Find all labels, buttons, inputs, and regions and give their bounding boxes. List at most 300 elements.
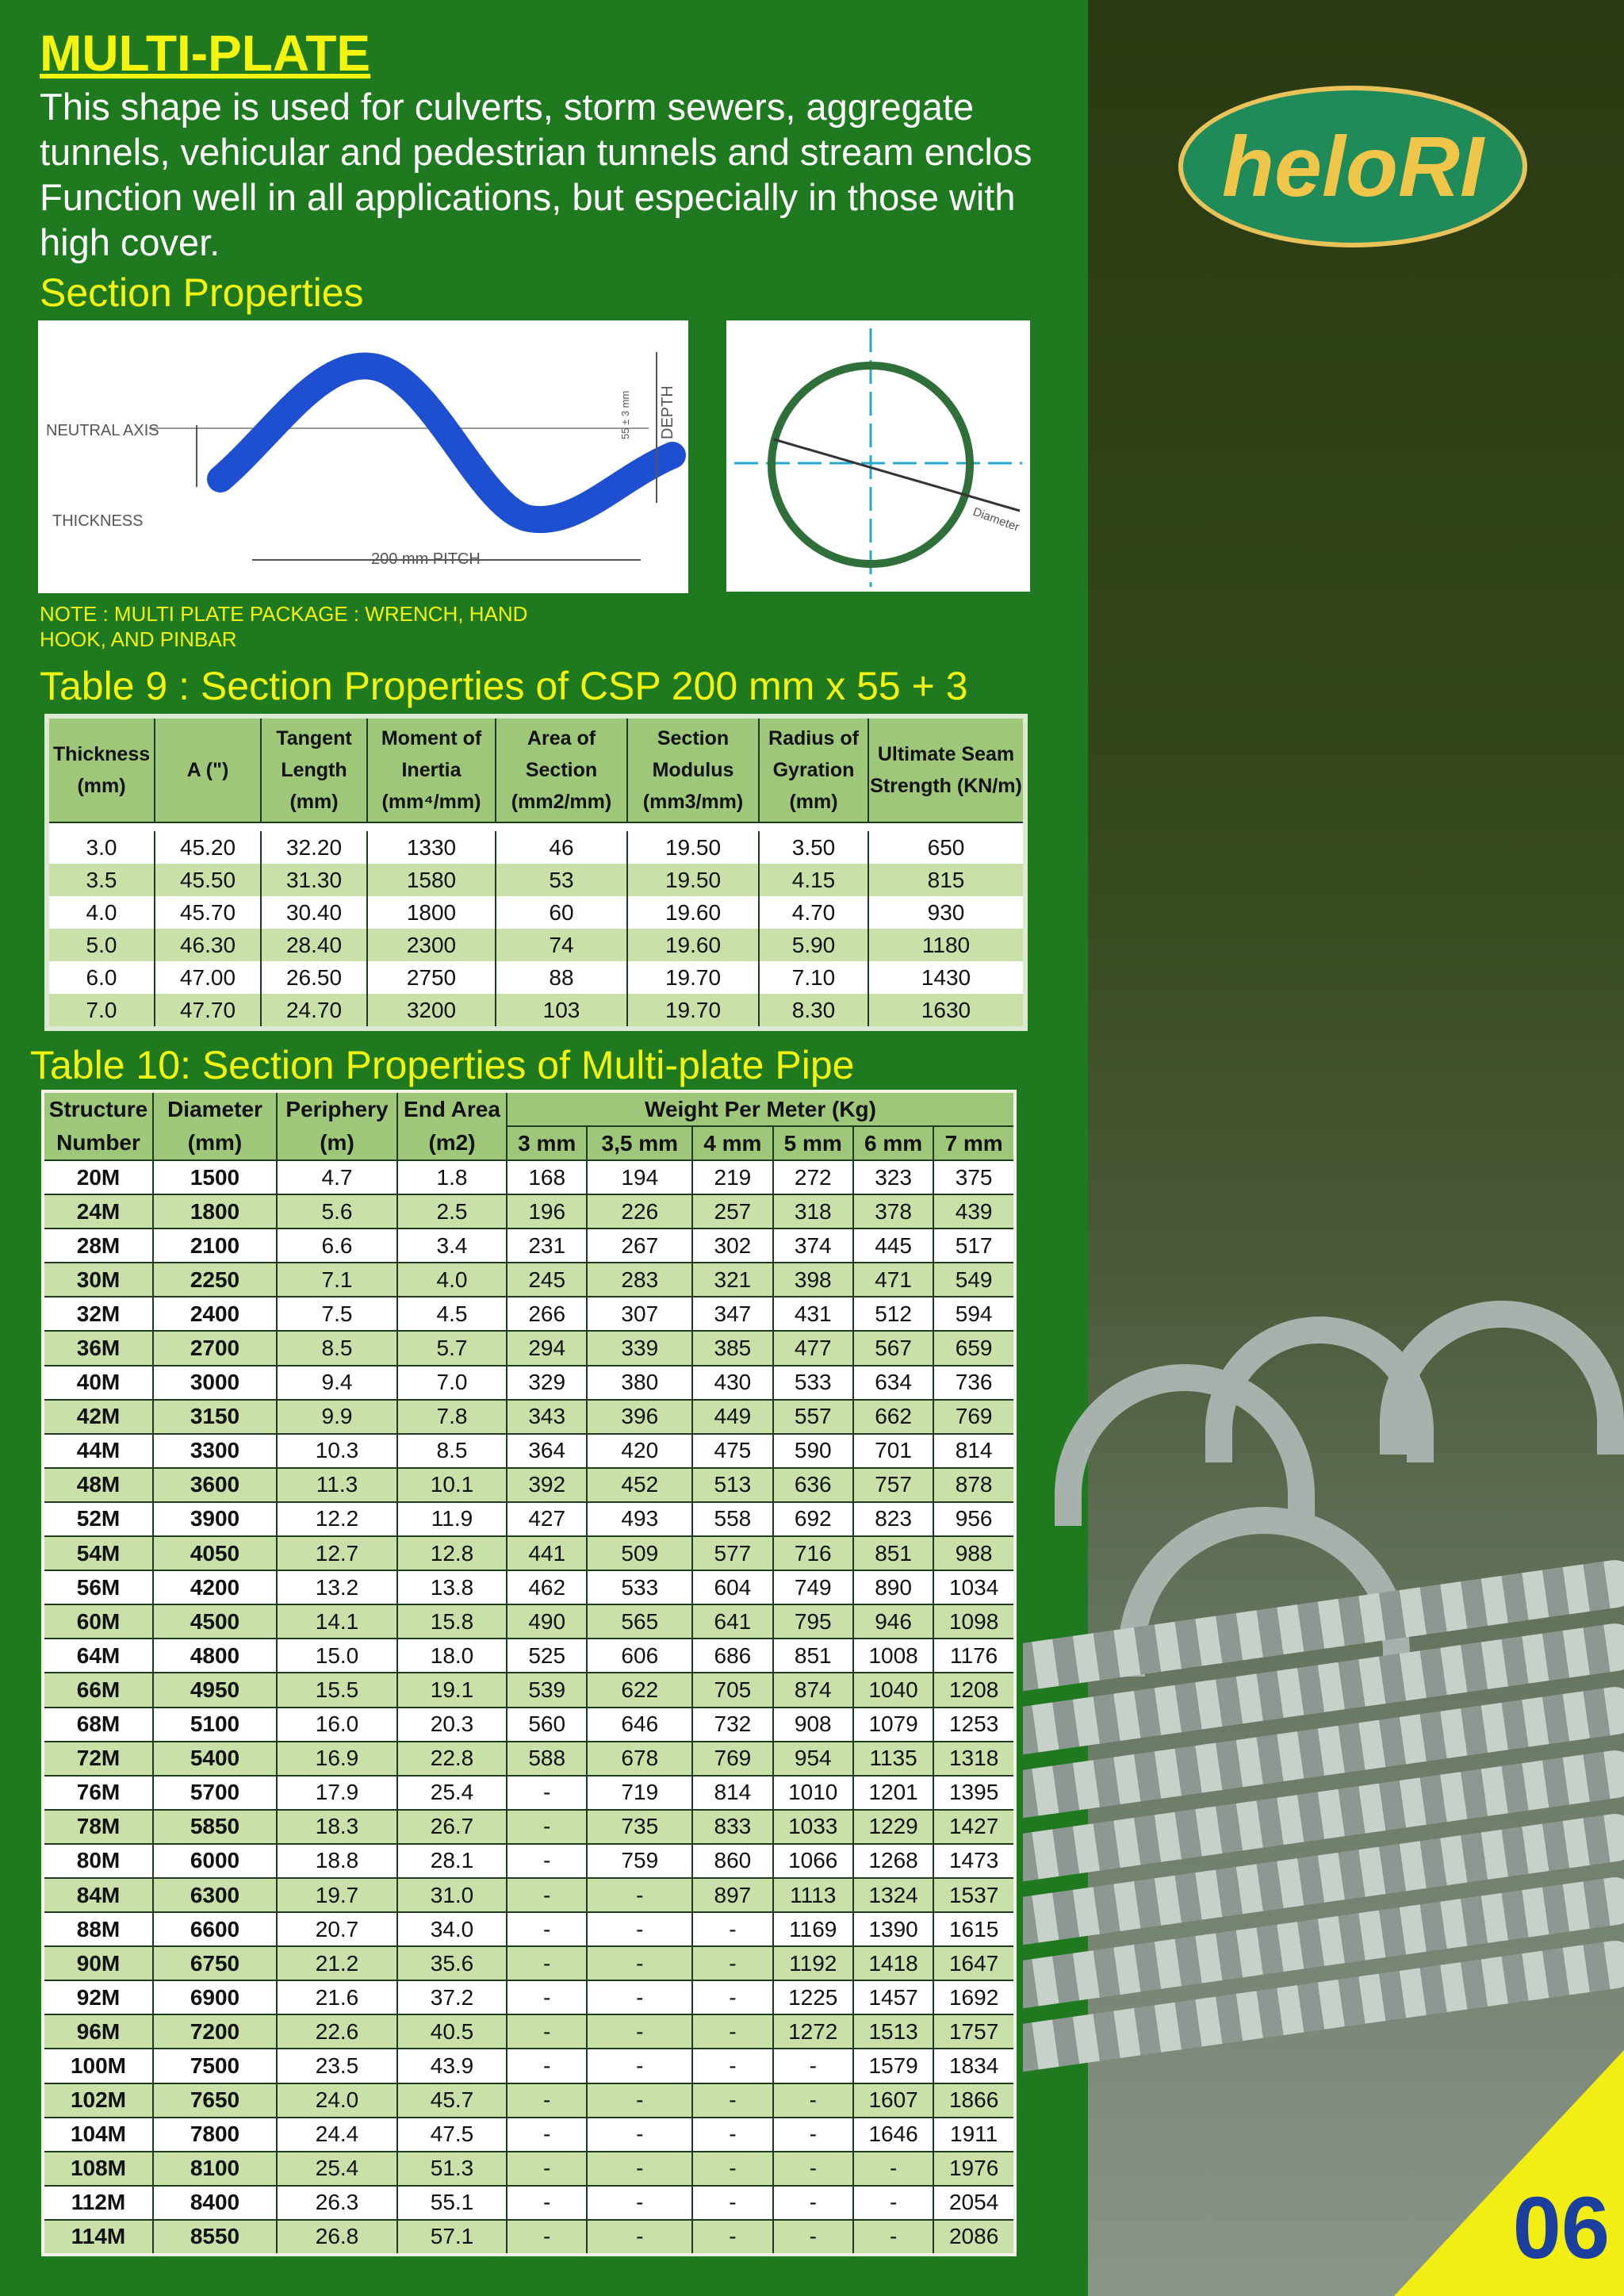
table10-cell: 60M: [43, 1604, 153, 1639]
table10-cell: 35.6: [397, 1946, 507, 1980]
table10-cell: 539: [507, 1673, 587, 1707]
table10-cell: -: [587, 2118, 692, 2152]
table10-cell: 4.0: [397, 1263, 507, 1297]
table10-header-row: [43, 1091, 1015, 1126]
table10-cell: 392: [507, 1468, 587, 1502]
table10-cell: -: [507, 1946, 587, 1980]
table10-cell: 477: [773, 1331, 853, 1365]
table10-cell: 878: [933, 1468, 1015, 1502]
table10-cell: 1324: [853, 1878, 933, 1912]
table10-cell: 374: [773, 1228, 853, 1263]
table10-cell: 54M: [43, 1536, 153, 1570]
table10-cell: 48M: [43, 1468, 153, 1502]
table10-cell: 795: [773, 1604, 853, 1639]
table9-cell: 6.0: [47, 961, 155, 994]
table9-cell: 4.15: [759, 864, 868, 896]
table10-cell: 6750: [153, 1946, 277, 1980]
table10-cell: 445: [853, 1228, 933, 1263]
table10-cell: 108M: [43, 2152, 153, 2186]
table10-cell: 194: [587, 1160, 692, 1194]
table10-cell: 72M: [43, 1742, 153, 1776]
table9-cell: 7.0: [47, 994, 155, 1029]
table9-cell: 7.10: [759, 961, 868, 994]
table10-cell: 517: [933, 1228, 1015, 1263]
table10-cell: 168: [507, 1160, 587, 1194]
table9-cell: 1630: [868, 994, 1025, 1029]
table10-cell: 5850: [153, 1810, 277, 1844]
table10-row: [43, 1673, 1015, 1707]
table10-cell: 662: [853, 1400, 933, 1434]
table10-subheader-row: [43, 1126, 1015, 1160]
table10-cell: -: [692, 1912, 772, 1946]
weight-3-5mm-header: 3,5 mm: [587, 1126, 692, 1160]
table10-cell: 102M: [43, 2083, 153, 2118]
table9-cell: 19.70: [627, 961, 759, 994]
table10-cell: -: [692, 2083, 772, 2118]
table10-cell: 18.8: [277, 1844, 397, 1878]
table10-cell: 686: [692, 1639, 772, 1673]
table10-cell: 3900: [153, 1502, 277, 1536]
table9-row: [47, 831, 1025, 864]
table10-cell: 112M: [43, 2186, 153, 2220]
table10-cell: 92M: [43, 1980, 153, 2014]
table9-cell: 1430: [868, 961, 1025, 994]
table10-cell: -: [507, 1844, 587, 1878]
table10-cell: 20M: [43, 1160, 153, 1194]
table10-cell: 1318: [933, 1742, 1015, 1776]
table10-cell: 13.8: [397, 1570, 507, 1604]
table10-cell: 716: [773, 1536, 853, 1570]
table10-cell: 7500: [153, 2049, 277, 2083]
table9-cell: 46.30: [155, 929, 261, 961]
table9-cell: 4.70: [759, 896, 868, 929]
table9-cell: 3200: [367, 994, 496, 1029]
table10-cell: 13.2: [277, 1570, 397, 1604]
table9-cell: 30.40: [261, 896, 367, 929]
table10-cell: -: [587, 2152, 692, 2186]
table10-cell: 833: [692, 1810, 772, 1844]
table10-cell: 678: [587, 1742, 692, 1776]
table10-row: [43, 1742, 1015, 1776]
table10-cell: 890: [853, 1570, 933, 1604]
table10-cell: -: [507, 1776, 587, 1810]
table9-cell: 88: [496, 961, 627, 994]
table10-cell: 272: [773, 1160, 853, 1194]
table9-cell: 24.70: [261, 994, 367, 1029]
table9-cell: 2300: [367, 929, 496, 961]
table10-row: [43, 1536, 1015, 1570]
table10-cell: 34.0: [397, 1912, 507, 1946]
table10-cell: 15.0: [277, 1639, 397, 1673]
table9-cell: 45.70: [155, 896, 261, 929]
table9-cell: 74: [496, 929, 627, 961]
table10-cell: 100M: [43, 2049, 153, 2083]
table9-cell: 815: [868, 864, 1025, 896]
table10-cell: 2086: [933, 2220, 1015, 2255]
table10-cell: 4.5: [397, 1297, 507, 1331]
table10-cell: 1192: [773, 1946, 853, 1980]
table10-cell: 1473: [933, 1844, 1015, 1878]
table10-cell: -: [692, 2152, 772, 2186]
table9-header: Radius of Gyration (mm): [759, 716, 868, 822]
table10-row: [43, 2152, 1015, 2186]
periphery-header-unit: (m): [277, 1126, 397, 1160]
table10-cell: 749: [773, 1570, 853, 1604]
table10-cell: -: [507, 2083, 587, 2118]
table9-cell: 3.50: [759, 831, 868, 864]
table10-cell: -: [507, 1878, 587, 1912]
table10-cell: -: [507, 2014, 587, 2049]
table10-cell: 439: [933, 1194, 1015, 1228]
table10-cell: 1579: [853, 2049, 933, 2083]
table9-cell: 32.20: [261, 831, 367, 864]
table10-cell: 26.7: [397, 1810, 507, 1844]
table10-cell: 3000: [153, 1366, 277, 1400]
table9-cell: 46: [496, 831, 627, 864]
table9-cell: 53: [496, 864, 627, 896]
table10-cell: 8.5: [397, 1434, 507, 1468]
table10-cell: 44M: [43, 1434, 153, 1468]
table10-cell: -: [773, 2152, 853, 2186]
table10-cell: 318: [773, 1194, 853, 1228]
corrugation-svg: [38, 320, 688, 593]
diameter-header-unit: (mm): [153, 1126, 277, 1160]
table10-cell: 378: [853, 1194, 933, 1228]
table9: [44, 714, 1028, 1031]
table10-cell: 17.9: [277, 1776, 397, 1810]
table10-cell: 1513: [853, 2014, 933, 2049]
weight-5mm-header: 5 mm: [773, 1126, 853, 1160]
table10-cell: 76M: [43, 1776, 153, 1810]
table10-cell: 42M: [43, 1400, 153, 1434]
table9-title: Table 9 : Section Properties of CSP 200 mm x 55 + 3: [40, 664, 968, 708]
table10-row: [43, 1331, 1015, 1365]
table10-cell: 2054: [933, 2186, 1015, 2220]
table10-cell: -: [773, 2186, 853, 2220]
table10-cell: 908: [773, 1708, 853, 1742]
table10-cell: 245: [507, 1263, 587, 1297]
table10-cell: -: [507, 2049, 587, 2083]
table10-cell: 78M: [43, 1810, 153, 1844]
table10-cell: 7.8: [397, 1400, 507, 1434]
table10-cell: 431: [773, 1297, 853, 1331]
table10-cell: 8100: [153, 2152, 277, 2186]
table10-cell: 1113: [773, 1878, 853, 1912]
table10-cell: 851: [853, 1536, 933, 1570]
table10-cell: 266: [507, 1297, 587, 1331]
table10-cell: -: [507, 1810, 587, 1844]
table10-cell: 4800: [153, 1639, 277, 1673]
table10-cell: 20.7: [277, 1912, 397, 1946]
table10-cell: 1911: [933, 2118, 1015, 2152]
intro-text: This shape is used for culverts, storm sewers, aggregate tunnels, vehicular and pedestrian tunnels and stream enclos Function well in all applications, but especially in those with high cover.: [40, 86, 1032, 263]
table10-cell: 21.2: [277, 1946, 397, 1980]
table10-cell: 509: [587, 1536, 692, 1570]
table10-cell: 40.5: [397, 2014, 507, 2049]
table9-cell: 4.0: [47, 896, 155, 929]
table10-cell: 1390: [853, 1912, 933, 1946]
table10-cell: 257: [692, 1194, 772, 1228]
table10-cell: 23.5: [277, 2049, 397, 2083]
table10-row: [43, 1708, 1015, 1742]
table10-cell: 24M: [43, 1194, 153, 1228]
table9-cell: 103: [496, 994, 627, 1029]
table10-cell: -: [507, 2186, 587, 2220]
table9-cell: 19.50: [627, 864, 759, 896]
table10-cell: 493: [587, 1502, 692, 1536]
table10-cell: 11.9: [397, 1502, 507, 1536]
page-title: MULTI-PLATE: [40, 25, 371, 82]
corrugation-diagram: [38, 320, 688, 593]
table10-cell: 1079: [853, 1708, 933, 1742]
table10-cell: 1607: [853, 2083, 933, 2118]
table10-cell: 427: [507, 1502, 587, 1536]
table9-cell: 1330: [367, 831, 496, 864]
table10-cell: 851: [773, 1639, 853, 1673]
table10-row: [43, 1366, 1015, 1400]
table10-cell: -: [587, 1878, 692, 1912]
table10-cell: 80M: [43, 1844, 153, 1878]
table10-cell: 956: [933, 1502, 1015, 1536]
table10-cell: 96M: [43, 2014, 153, 2049]
pitch-label: 200 mm PITCH: [371, 550, 481, 568]
table9-cell: 650: [868, 831, 1025, 864]
table10-cell: 1976: [933, 2152, 1015, 2186]
table10-cell: 56M: [43, 1570, 153, 1604]
table10-cell: 55.1: [397, 2186, 507, 2220]
table9-row: [47, 864, 1025, 896]
table9-cell: 8.30: [759, 994, 868, 1029]
table10-cell: 719: [587, 1776, 692, 1810]
logo: [1178, 86, 1527, 247]
table9-header: Tangent Length (mm): [261, 716, 367, 822]
table10-cell: 25.4: [277, 2152, 397, 2186]
corrugation-wave: [220, 366, 672, 519]
table10-cell: 2100: [153, 1228, 277, 1263]
table9-header: Ultimate Seam Strength (KN/m): [868, 716, 1025, 822]
table10-cell: 567: [853, 1331, 933, 1365]
table10-cell: 31.0: [397, 1878, 507, 1912]
table10-cell: 11.3: [277, 1468, 397, 1502]
table10-cell: 7.5: [277, 1297, 397, 1331]
table9-cell: 3.5: [47, 864, 155, 896]
table10-cell: 430: [692, 1366, 772, 1400]
diameter-line: [774, 439, 1020, 511]
table10-cell: 22.6: [277, 2014, 397, 2049]
table10-row: [43, 1434, 1015, 1468]
table10-cell: 1537: [933, 1878, 1015, 1912]
table9-cell: 31.30: [261, 864, 367, 896]
table9-header: Moment of Inertia (mm⁴/mm): [367, 716, 496, 822]
table10-cell: 736: [933, 1366, 1015, 1400]
table10-cell: 1757: [933, 2014, 1015, 2049]
table9-cell: 1180: [868, 929, 1025, 961]
table10-row: [43, 1878, 1015, 1912]
table10-cell: 7.0: [397, 1366, 507, 1400]
table10-row: [43, 1912, 1015, 1946]
table10-cell: -: [507, 2220, 587, 2255]
table10-cell: 2400: [153, 1297, 277, 1331]
table10-cell: -: [692, 2014, 772, 2049]
table10-cell: 441: [507, 1536, 587, 1570]
table10-cell: 1272: [773, 2014, 853, 2049]
table10-cell: 6900: [153, 1980, 277, 2014]
table10-cell: -: [853, 2220, 933, 2255]
table10-cell: 21.6: [277, 1980, 397, 2014]
table10-cell: -: [692, 2220, 772, 2255]
table10-cell: 814: [692, 1776, 772, 1810]
table9-cell: 45.20: [155, 831, 261, 864]
table10-cell: 1201: [853, 1776, 933, 1810]
table10-cell: -: [587, 2083, 692, 2118]
table10-cell: 823: [853, 1502, 933, 1536]
table10-cell: 90M: [43, 1946, 153, 1980]
table10-cell: 6000: [153, 1844, 277, 1878]
table9-cell: 930: [868, 896, 1025, 929]
table10-cell: 560: [507, 1708, 587, 1742]
table10-row: [43, 1980, 1015, 2014]
table10-cell: 283: [587, 1263, 692, 1297]
table10-cell: 636: [773, 1468, 853, 1502]
table10-cell: 329: [507, 1366, 587, 1400]
table10-cell: 57.1: [397, 2220, 507, 2255]
table10-cell: 323: [853, 1160, 933, 1194]
table10-cell: 231: [507, 1228, 587, 1263]
table10-row: [43, 2014, 1015, 2049]
table10-cell: 5100: [153, 1708, 277, 1742]
table10-cell: 475: [692, 1434, 772, 1468]
thickness-label: THICKNESS: [52, 512, 144, 530]
page-number: 06: [1512, 2179, 1610, 2277]
table10-cell: 558: [692, 1502, 772, 1536]
table10-cell: 28.1: [397, 1844, 507, 1878]
table10-cell: 588: [507, 1742, 587, 1776]
table10-cell: 1800: [153, 1194, 277, 1228]
section-properties-heading: Section Properties: [40, 270, 364, 315]
table10-cell: 36M: [43, 1331, 153, 1365]
table10-cell: 860: [692, 1844, 772, 1878]
table10-cell: 769: [692, 1742, 772, 1776]
table10-title: Table 10: Section Properties of Multi-plate Pipe: [30, 1043, 855, 1087]
table10-cell: 25.4: [397, 1776, 507, 1810]
table10-cell: -: [507, 1980, 587, 2014]
table10-cell: 84M: [43, 1878, 153, 1912]
table10-cell: 9.4: [277, 1366, 397, 1400]
table10-cell: 5700: [153, 1776, 277, 1810]
table9-cell: 47.00: [155, 961, 261, 994]
table10-cell: 557: [773, 1400, 853, 1434]
table9-cell: 19.60: [627, 896, 759, 929]
table10-cell: 4500: [153, 1604, 277, 1639]
table10-cell: -: [692, 2049, 772, 2083]
table10-cell: 533: [773, 1366, 853, 1400]
table10-cell: 68M: [43, 1708, 153, 1742]
table10: [41, 1090, 1017, 2256]
table10-row: [43, 1400, 1015, 1434]
table10-cell: 874: [773, 1673, 853, 1707]
table10-cell: 1225: [773, 1980, 853, 2014]
table10-cell: 1615: [933, 1912, 1015, 1946]
table10-cell: 1033: [773, 1810, 853, 1844]
table9-cell: 28.40: [261, 929, 367, 961]
table10-cell: 533: [587, 1570, 692, 1604]
table10-cell: 104M: [43, 2118, 153, 2152]
table10-cell: 364: [507, 1434, 587, 1468]
table10-cell: 692: [773, 1502, 853, 1536]
table10-cell: 375: [933, 1160, 1015, 1194]
table10-cell: 590: [773, 1434, 853, 1468]
table10-cell: 6.6: [277, 1228, 397, 1263]
table10-cell: 19.1: [397, 1673, 507, 1707]
table10-cell: -: [587, 1912, 692, 1946]
table10-row: [43, 1639, 1015, 1673]
table10-cell: 1169: [773, 1912, 853, 1946]
table10-cell: 51.3: [397, 2152, 507, 2186]
table9-cell: 5.0: [47, 929, 155, 961]
table10-cell: 219: [692, 1160, 772, 1194]
table9-header: Section Modulus (mm3/mm): [627, 716, 759, 822]
table10-cell: 606: [587, 1639, 692, 1673]
table10-cell: 30M: [43, 1263, 153, 1297]
table10-cell: -: [853, 2186, 933, 2220]
table10-cell: -: [692, 2118, 772, 2152]
table10-cell: 1008: [853, 1639, 933, 1673]
table10-row: [43, 1228, 1015, 1263]
table10-cell: 1457: [853, 1980, 933, 2014]
table10-cell: 12.8: [397, 1536, 507, 1570]
table10-cell: 267: [587, 1228, 692, 1263]
table9-cell: 3.0: [47, 831, 155, 864]
table10-cell: 6600: [153, 1912, 277, 1946]
table9-cell: 26.50: [261, 961, 367, 994]
table10-cell: 1500: [153, 1160, 277, 1194]
table10-cell: 1229: [853, 1810, 933, 1844]
table10-cell: 5.7: [397, 1331, 507, 1365]
table10-cell: 735: [587, 1810, 692, 1844]
table9-row: [47, 896, 1025, 929]
pipe-section-diagram: [726, 320, 1030, 592]
table10-cell: 1208: [933, 1673, 1015, 1707]
table10-row: [43, 1194, 1015, 1228]
table10-cell: 659: [933, 1331, 1015, 1365]
table9-cell: 45.50: [155, 864, 261, 896]
table10-cell: 114M: [43, 2220, 153, 2255]
table10-cell: 24.0: [277, 2083, 397, 2118]
table10-cell: 449: [692, 1400, 772, 1434]
table10-cell: 1010: [773, 1776, 853, 1810]
table10-cell: -: [773, 2220, 853, 2255]
table10-cell: 1646: [853, 2118, 933, 2152]
table10-cell: 64M: [43, 1639, 153, 1673]
table10-cell: 1866: [933, 2083, 1015, 2118]
table10-row: [43, 1776, 1015, 1810]
table10-cell: 45.7: [397, 2083, 507, 2118]
end-area-header-unit: (m2): [397, 1126, 507, 1160]
table10-cell: 43.9: [397, 2049, 507, 2083]
table10-cell: 759: [587, 1844, 692, 1878]
pipe-section-svg: [726, 320, 1030, 592]
table10-cell: -: [692, 1946, 772, 1980]
table10-cell: 302: [692, 1228, 772, 1263]
table10-cell: 769: [933, 1400, 1015, 1434]
table10-row: [43, 2220, 1015, 2255]
periphery-header: Periphery: [277, 1091, 397, 1126]
weight-4mm-header: 4 mm: [692, 1126, 772, 1160]
table10-cell: 549: [933, 1263, 1015, 1297]
table10-cell: 380: [587, 1366, 692, 1400]
table10-cell: 12.7: [277, 1536, 397, 1570]
table10-cell: -: [773, 2049, 853, 2083]
